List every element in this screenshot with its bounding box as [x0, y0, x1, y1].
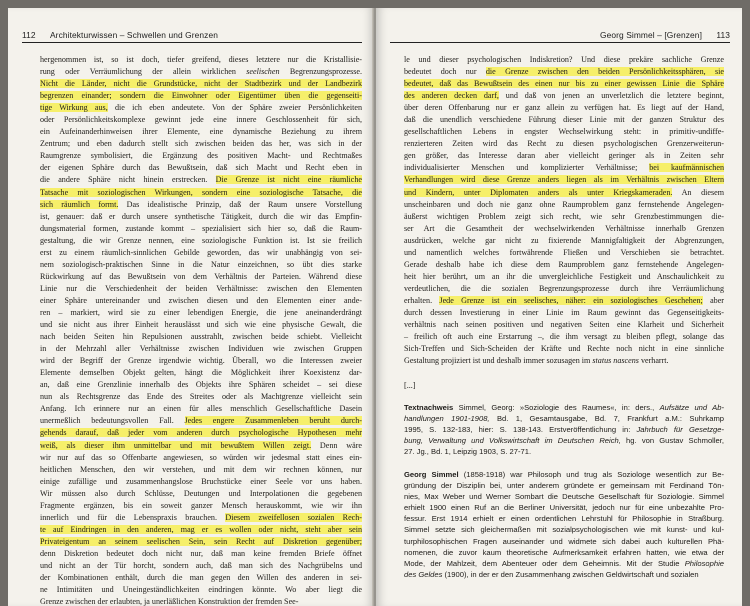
text-line	[40, 162, 362, 174]
text-run: Gestaltung projiziert ist und deshalb immer sozusagen im	[404, 356, 593, 366]
text-run: Zentrum; und eben dadurch stellt sich zwischen beiden das her, was sich in der	[40, 139, 362, 149]
text-line	[40, 355, 362, 367]
text-run: Elemente demselben Objekt gelten, hängt die Möglichkeit ihrer Koexistenz dar-	[40, 368, 362, 378]
author-bio	[404, 469, 724, 580]
text-line	[404, 446, 724, 457]
text-run: ein Aufeinanderhinweisen ihrer Elemente, eine dynamische Beziehung zu ihrem	[40, 127, 362, 137]
text-line	[40, 403, 362, 415]
text-line	[404, 283, 724, 295]
text-line	[40, 464, 362, 476]
text-line	[404, 54, 724, 66]
text-line	[404, 114, 724, 126]
text-run: nach beiden Seiten hin Repulsionen ausstrahlt, zwischen beide schiebt. Vielleicht	[40, 332, 362, 342]
text-line	[404, 435, 724, 446]
text-run: an, daß eine Grenzlinie innerhalb des Objekts ihre Sphären scheidet – sei diese	[40, 380, 362, 390]
text-run: und namentlich welches fortwährende Fließen und Verschieben sie betrachtet.	[404, 247, 724, 257]
text-line	[40, 78, 362, 90]
text-run: 27. Jg., Bd. 1, Leipzig 1903, S. 27-71.	[404, 447, 532, 457]
text-line	[40, 427, 362, 439]
text-run: durch dessen Investierung in einer Linie im Raum gewinnt das Gegenseitigkeits-	[404, 307, 724, 317]
text-line	[404, 223, 724, 235]
text-line	[40, 90, 362, 102]
left-page	[8, 8, 374, 606]
highlighted-text: Jedes engere Zusammenleben beruht durch-	[184, 416, 363, 426]
text-line	[40, 452, 362, 464]
text-line	[404, 536, 724, 547]
text-run: ist, genauer: daß er durch unsere synthetische Tätigkeit, durch die wir das Empfin-	[40, 211, 362, 221]
text-line	[40, 584, 362, 596]
text-line	[40, 295, 362, 307]
text-line	[404, 66, 724, 78]
running-title: Georg Simmel – [Grenzen]	[599, 30, 702, 40]
text-line	[40, 138, 362, 150]
text-run: unermeßlich bedeutungsvollen Fall.	[40, 416, 185, 426]
text-run: verhältnis nach seinen positiven und negativen Seiten eine Klarheit und Sicherheit	[404, 320, 724, 330]
text-run: erst zu einem räumlich-sinnlichen Gebilde geworden, das wir unabhängig von sei-	[40, 247, 362, 257]
text-run: nun als Rechtsgrenze das Ende des Streites oder als Machtgrenze vielleicht sein	[40, 392, 362, 402]
text-run: heit hier berührt, um an ihr die unvergleichliche Festigkeit und Anschaulichkeit zu	[404, 271, 724, 281]
omission-mark: [...]	[404, 381, 416, 390]
bold-text: Textnachweis	[404, 403, 454, 412]
italic-text: handlungen 1901-1908,	[404, 414, 490, 424]
text-line	[40, 331, 362, 343]
text-line	[404, 102, 724, 114]
text-line	[404, 187, 724, 199]
text-run: 1995, S. 132-183, hier: S. 138-143. Erstveröffentlichung in:	[404, 425, 637, 435]
page-number: 113	[716, 30, 730, 40]
highlighted-text: des anderen decken darf,	[404, 91, 499, 101]
text-line	[40, 500, 362, 512]
text-run: bedeutet doch nur	[404, 67, 486, 77]
highlighted-text: und Kindern, unter Diplomaten anders als unter Kriegskameraden.	[404, 187, 673, 197]
text-run: in der Mehrzahl aller Verhältnisse zwischen Individuen wie zwischen Gruppen	[40, 344, 362, 354]
text-line	[404, 199, 724, 211]
text-line	[404, 259, 724, 271]
text-line	[404, 331, 724, 343]
text-run: rung oder Verräumlichung der allein wirklichen	[40, 67, 247, 77]
text-line	[40, 271, 362, 283]
text-run: Rückwirkung auf das Bewußtsein von dem Verhältnis der Parteien. Während diese	[40, 271, 362, 281]
text-line	[404, 235, 724, 247]
text-run: einer Sphäre untereinander und zwischen diesen und den Elementen einer ande-	[40, 295, 362, 305]
text-line	[404, 558, 724, 569]
text-line	[404, 491, 724, 502]
body-text	[40, 54, 362, 606]
text-run: äußerst wichtigen Problem zeigt sich recht, wie sehr Grenzbestimmungen die-	[404, 211, 724, 221]
page-number: 112	[22, 30, 36, 40]
text-run: An diesem	[672, 187, 724, 197]
text-line	[40, 126, 362, 138]
text-line	[40, 114, 362, 126]
highlighted-text: te auf Eindringen in den anderen, mag er es wollen oder nicht, steht aber sein	[40, 524, 362, 534]
right-page	[376, 8, 742, 606]
text-run: gesellschaftlichen Lebens in engster Wechselwirkung steht: in primitiv-undiffe-	[404, 127, 724, 137]
text-line	[404, 211, 724, 223]
text-line	[404, 271, 724, 283]
text-run: Denn wäre	[311, 440, 362, 450]
text-run: erhielt 1900 einen Ruf an die Berliner Universität, jedoch nur für eine unbezahlte Pro-	[404, 503, 724, 513]
text-run: fessur. Erst 1914 erhielt er einen ordentlichen Lehrstuhl für Philosophie in Straßburg.	[404, 514, 724, 524]
text-run: ser Art die Gesamtheit der wechselwirkenden Verhältnisse innerhalb Grenzen	[404, 223, 724, 233]
text-run: Sich-Treffen und Sich-Scheiden der Kräfte und Rechte noch nicht in eine sinnliche	[404, 344, 724, 354]
text-line	[404, 138, 724, 150]
text-run: innerlich und für die Lebenspraxis brauchen.	[40, 512, 226, 522]
text-run: Gerade deshalb habe ich diese dem Raumproblem ganz fernstehende Angelegen-	[404, 259, 724, 269]
italic-text: bung, Verwaltung und Volkswirtschaft im Deutschen Reich,	[404, 436, 621, 446]
text-line	[404, 126, 724, 138]
text-run: nomenen, die zuvor kaum theoretische Aufmerksamkeit erfahren hatten, wie etwa der	[404, 547, 724, 557]
highlighted-text: Tatsache mit soziologischen Wirkungen, sondern eine soziologische Tatsache, die	[40, 187, 362, 197]
italic-text: Jahrbuch für Gesetzge-	[636, 425, 724, 435]
text-run: wird der Begriff der Grenze irgendwie wichtig. Überall, wo die Interessen zweier	[40, 356, 362, 366]
text-run: Raumgrenze symbolisiert, die Ergänzung des positiven Macht- und Rechtmaßes	[40, 151, 362, 161]
text-line	[404, 162, 724, 174]
text-line	[404, 547, 724, 558]
text-line	[404, 513, 724, 524]
highlighted-text: begrenzen einander; sondern die Einwohner oder Eigentümer üben die gegenseiti-	[40, 91, 362, 101]
text-line	[40, 150, 362, 162]
text-line	[40, 524, 362, 536]
bold-text: Georg Simmel	[404, 470, 459, 479]
text-run: erhalten.	[404, 295, 440, 305]
text-run: Begrenzungsprozesse.	[279, 67, 362, 77]
text-run: die andere Sphäre nicht hinein erstrecken.	[40, 175, 216, 185]
text-line	[40, 572, 362, 584]
text-line	[40, 391, 362, 403]
text-run: und nicht an der Tür horcht, sondern auch, daß man sich des Nachgrübelns und	[40, 560, 362, 570]
text-run: oder Persönlichkeitskomplexe gewinnt jede eine innere Geschlossenheit für sich,	[40, 115, 362, 125]
highlighted-text: die Grenze zwischen den beiden Persönlichkeitssphären, sie	[485, 67, 724, 77]
text-run: Grenze zwischen der erlaubten, ja unerläßlichen Konstruktion der fremden See-	[40, 597, 299, 606]
text-line	[40, 536, 362, 548]
highlighted-text: Die Grenze ist nicht eine räumliche	[215, 175, 362, 185]
text-line	[404, 343, 724, 355]
text-run: Mode, der Mahlzeit, dem Abenteuer oder dem Geheimnis. Mit der Studie	[404, 558, 685, 568]
text-run: hg. von Gustav Schmoller,	[620, 436, 724, 446]
text-run: ne Intimitäten und Uneingeständlichkeiten eindringen könnte. Wo aber liegt die	[40, 585, 362, 595]
text-line	[40, 187, 362, 199]
text-line	[40, 259, 362, 271]
text-run: gründung der Disziplin bei, unter anderem gründete er gemeinsam mit Ferdinand Tön-	[404, 481, 724, 491]
text-run: gen größer, das Interesse daran aber vielleicht geringer als in Zeiten sehr	[404, 151, 724, 161]
italic-text: seelischen	[246, 67, 280, 77]
text-run: der eigenen Sphäre durch das Bewußtsein, daß sich Macht und Recht eben in	[40, 163, 362, 173]
text-run: ren – markiert, wird sie zu einer lebendigen Energie, die jene aneinanderdrängt	[40, 307, 362, 317]
text-line	[40, 54, 362, 66]
text-line	[40, 560, 362, 572]
highlighted-text: sich räumlich formt.	[40, 199, 119, 209]
text-line	[40, 283, 362, 295]
text-run: und sie nicht aus ihrer Einheit herauslässt und sich wie eine physische Gewalt, die	[40, 320, 362, 330]
highlighted-text: weiß, als dieser ihm unmittelbar und mit bewußtem Willen zeigt.	[40, 440, 312, 450]
text-run: nies, Max Weber und Werner Sombart die Deutsche Gesellschaft für Soziologie. Simmel	[404, 492, 724, 502]
text-run: Das idealistische Prinzip, daß der Raum unsere Vorstellung	[118, 199, 362, 209]
text-run: Anfang. Ich erinnere nur an einen für alles menschlich Gesellschaftliche Dasein	[40, 404, 362, 414]
highlighted-text: Diesem zweifellosen sozialen Rech-	[225, 512, 362, 522]
text-line	[404, 402, 724, 413]
source-note	[404, 402, 724, 457]
italic-text: Philosophie	[684, 558, 724, 568]
text-line	[40, 415, 362, 427]
text-line	[404, 90, 724, 102]
text-run: die ich eben andeutete. Von der Sphäre zweier Persönlichkeiten	[107, 103, 363, 113]
text-line	[40, 512, 362, 524]
text-line	[40, 307, 362, 319]
highlighted-text: Jede Grenze ist ein seelisches, näher: ein soziologisches Geschehen;	[439, 295, 703, 305]
text-line	[404, 424, 724, 435]
body-text	[404, 54, 724, 367]
text-run: Fragmente ergänzen, bis ein soweit ganzer Mensch herauskommt, wie wir ihn	[40, 500, 362, 510]
text-line	[404, 319, 724, 331]
text-line	[40, 199, 362, 211]
text-line	[40, 319, 362, 331]
text-run: aber	[702, 295, 724, 305]
text-line	[40, 223, 362, 235]
highlighted-text: bei kaufmännischen	[649, 163, 724, 173]
text-run: renzierteren Zeiten wird das Recht zu diesen psychologischen Grenzerweiterun-	[404, 139, 724, 149]
text-line	[40, 66, 362, 78]
text-run: Simmel setzte sich gleichermaßen mit sozialpsychologischen wie mit kunst- und kul-	[404, 525, 724, 535]
text-run: turphilosophischen Fragen auseinander und widmete sich dabei auch kulturellen Phä-	[404, 536, 724, 546]
header-rule	[22, 42, 362, 43]
text-line	[40, 476, 362, 488]
text-run: – freilich oft auch eine Erstarrung –, die ihm versagt zu bleiben pflegt, solange das	[404, 332, 724, 342]
text-run: über deren Offenbarung nur er ganz allein zu verfügen hat. Es liegt auf der Hand,	[404, 103, 724, 113]
highlighted-text: Verhandlungen wird diese Grenze anders liegen als im Verhältnis zwischen Eltern	[404, 175, 724, 185]
text-line	[40, 343, 362, 355]
text-line	[40, 440, 362, 452]
text-run: (1900), in der er den Zusammenhang zwischen Geldwirtschaft und sozialen	[442, 569, 699, 579]
text-line	[404, 150, 724, 162]
text-run: denn Diskretion bedeutet doch nicht nur, daß man keine fremden Briefe öffnet	[40, 548, 362, 558]
text-line	[40, 211, 362, 223]
text-line	[404, 295, 724, 307]
text-run: verdeutlichen, die die sozialen Begrenzungsprozesse durch ihre Verräumlichung	[404, 283, 724, 293]
highlighted-text: tige Wirkung aus,	[40, 103, 108, 113]
text-run: Wir müssen also durch Schlüsse, Deutungen und Interpolationen die gegebenen	[40, 488, 362, 498]
text-run: der Kombinationen enthält, durch die man gegen den Willen des anderen in sei-	[40, 573, 362, 583]
text-run: wir nur auf das so Offenbarte angewiesen, so würden wir jedesmal statt eines ein-	[40, 452, 362, 462]
text-run: (1858-1918) war Philosoph und trug als Soziologe wesentlich zur Be-	[458, 470, 724, 479]
text-line	[40, 488, 362, 500]
text-run: dungsmaterial formen, zustande kommt – spezialisiert sich hier so, daß die Raum-	[40, 223, 362, 233]
highlighted-text: bedeutet, daß das Bewußtsein des einen nur bis zu einer gewissen Linie die Sphäre	[404, 79, 724, 89]
text-line	[404, 174, 724, 186]
text-line	[40, 247, 362, 259]
text-line	[404, 247, 724, 259]
text-line	[40, 235, 362, 247]
text-run: verharrt.	[638, 356, 669, 366]
text-run: unscheinbaren und doch nie ganz ohne Raumproblem ganz fernstehende Angelegen-	[404, 199, 724, 209]
text-line	[404, 480, 724, 491]
text-run: einige zufällige und zusammenhangslose Bruchstücke einer Seele vor uns haben.	[40, 476, 362, 486]
italic-text: Aufsätze und Ab-	[659, 403, 724, 412]
text-line	[404, 502, 724, 513]
italic-text: status nascens	[592, 356, 639, 366]
header-rule	[390, 42, 730, 43]
text-line	[404, 78, 724, 90]
italic-text: des Geldes	[404, 569, 443, 579]
text-line	[404, 569, 724, 580]
text-run: gestaltung, die wir Grenze nennen, eine soziologische Funktion ist. Ist sie freilich	[40, 235, 362, 245]
text-run: daß die unendlich verschiedene Führung dieser Linie mit der ganzen Struktur des	[404, 115, 724, 125]
text-line	[404, 355, 724, 367]
running-title: Architekturwissen – Schwellen und Grenzen	[50, 30, 218, 40]
text-line	[40, 379, 362, 391]
text-line	[40, 367, 362, 379]
text-line	[40, 596, 362, 606]
text-run: nem soziologisch-praktischen Sinne in die Natur einzeichnen, so übt dies starke	[40, 259, 362, 269]
text-run: Simmel, Georg: »Soziologie des Raumes«, in: ders.,	[453, 403, 660, 412]
text-run: hergenommen ist, so ist doch, tiefer greifend, dieses letztere nur die Kristallisie-	[40, 55, 362, 64]
text-run: Bd. 1, Gesamtausgabe, Bd. 7, Frankfurt a.M.: Suhrkamp	[489, 414, 725, 424]
text-line	[40, 174, 362, 186]
text-run: le und dieser psychologischen Indiskretion? Und diese prekäre sachliche Grenze	[404, 55, 724, 64]
text-run: Linie nur die Verschiedenheit der beiden Verhältnisse: zwischen den Elementen	[40, 283, 362, 293]
text-line	[404, 469, 724, 480]
text-run: und daß von jenen an unverletzlich die letztere beginnt,	[498, 91, 724, 101]
text-run: ausdrücken, welche gar nicht zu fixierende Mannigfaltigkeit der Abgrenzungen,	[404, 235, 724, 245]
text-run: individualisierter Menschen und komplizierter Verhältnisse;	[404, 163, 650, 173]
text-run: heitlichen Menschen, den wir verstehen, und mit dem wir rechnen können, nur	[40, 464, 362, 474]
text-line	[404, 524, 724, 535]
text-line	[404, 307, 724, 319]
text-line	[40, 102, 362, 114]
highlighted-text: Nicht die Länder, nicht die Grundstücke, nicht der Stadtbezirk und der Landbezirk	[40, 79, 362, 89]
highlighted-text: Privateigentum an seinem seelischen Sein, sein Recht auf Diskretion gegenüber;	[40, 536, 362, 546]
highlighted-text: gehends darauf, daß jeder vom anderen durch psychologische Hypothesen mehr	[40, 428, 362, 438]
text-line	[40, 548, 362, 560]
text-line	[404, 413, 724, 424]
